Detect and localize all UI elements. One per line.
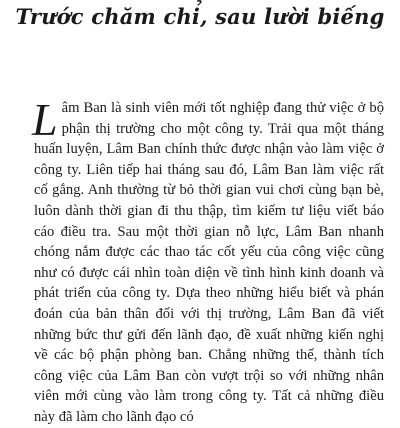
drop-cap: L — [32, 94, 58, 145]
paragraph-text: âm Ban là sinh viên mới tốt nghiệp đang thử việc ở bộ phận thị trường cho một công ty. Trải qua một tháng huấn luyện, Lâm Ban chính thức được nhận vào làm việc ở công ty. Liên tiếp hai tháng sau đó, Lâm Ban làm việc rất cố gắng. Anh thường từ bỏ thời gian vui chơi cùng bạn bè, luôn dành thời gian đi thu thập, tìm kiếm tư liệu viết báo cáo điều tra. Sau một thời gian nỗ lực, Lâm Ban nhanh chóng nắm được các thao tác cốt yếu của công việc cũng như có được cái nhìn toàn diện về tình hình kinh doanh và phát triển của công ty. Dựa theo những hiểu biết và phán đoán của bản thân đối với thị trường, Lâm Ban đã viết những bức thư gửi đến lãnh đạo, đề xuất những kiến nghị về các bộ phận phòng ban. Chẳng những thế, thành tích công việc của Lâm Ban còn vượt trội so với những nhân viên mới cùng vào làm trong công ty. Tất cả những điều này đã làm cho lãnh đạo có — [34, 100, 384, 425]
chapter-title — [0, 4, 400, 29]
chapter-title-text: Trước chăm chỉ, sau lười biếng — [15, 4, 385, 29]
body-paragraph — [32, 94, 384, 428]
